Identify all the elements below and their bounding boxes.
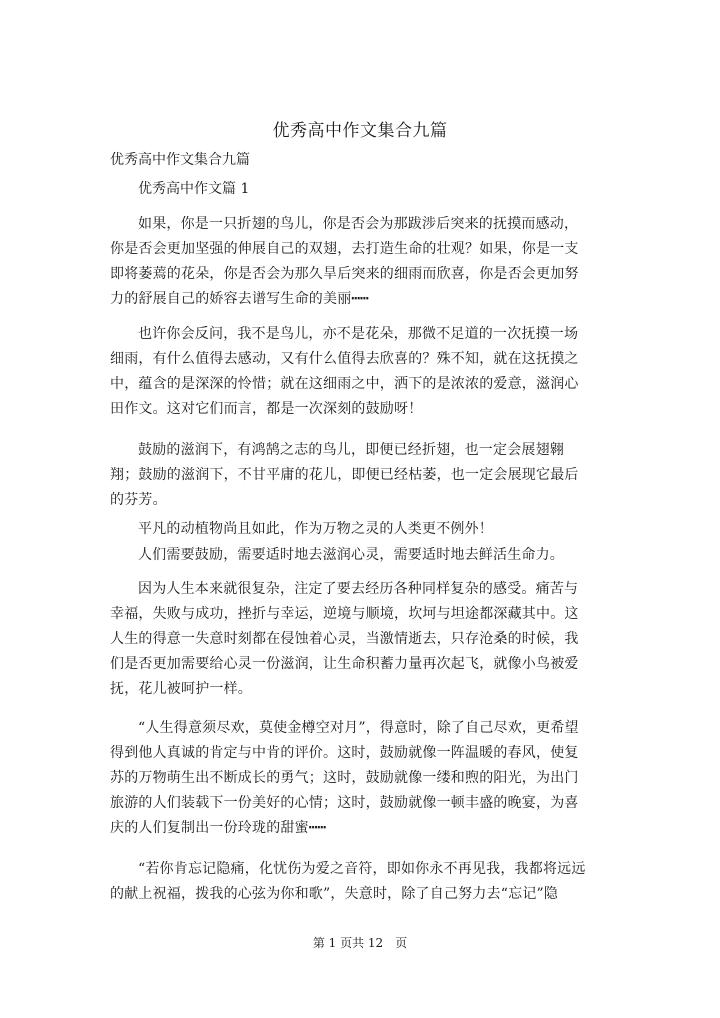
paragraph-3: 鼓励的滋润下，有鸿鹄之志的鸟儿，即便已经折翅，也一定会展翅翱翔；鼓励的滋润下，不甘平庸的花儿，即便已经枯萎，也一定会展现它最后的芬芳。 — [110, 442, 579, 508]
paragraph-6: 因为人生本来就很复杂，注定了要去经历各种同样复杂的感受。痛苦与幸福，失败与成功，挫折与幸运，逆境与顺境，坎坷与坦途都深藏其中。这人生的得意一失意时刻都在侵蚀着心灵，当激情逝去，只存沧桑的时候，我们是否更加需要给心灵一份滋润，让生命积蓄力量再次起飞，就像小鸟被爱抚，花儿被呵护一样。 — [110, 581, 579, 697]
document-title: 优秀高中作文集合九篇 — [272, 121, 448, 141]
paragraph-7: “人生得意须尽欢，莫使金樽空对月”，得意时，除了自己尽欢，更希望得到他人真诚的肯定与中肯的评价。这时，鼓励就像一阵温暖的春风，使复苏的万物萌生出不断成长的勇气；这时，鼓励就像一缕和煦的阳光，为出门旅游的人们装载下一份美好的心情；这时，鼓励就像一顿丰盛的晚宴，为喜庆的人们复制出一份玲珑的甜蜜┅┅ — [110, 720, 579, 836]
paragraph-4: 平凡的动植物尚且如此，作为万物之灵的人类更不例外！ — [138, 521, 493, 537]
paragraph-2: 也许你会反问，我不是鸟儿，亦不是花朵，那微不足道的一次抚摸一场细雨，有什么值得去感动，又有什么值得去欣喜的？殊不知，就在这抚摸之中，蕴含的是深深的怜惜；就在这细雨之中，洒下的是浓浓的爱意，滋润心田作文。这对它们而言，都是一次深刻的鼓励呀！ — [110, 326, 579, 417]
section-heading: 优秀高中作文篇 1 — [138, 181, 250, 197]
paragraph-1: 如果，你是一只折翅的鸟儿，你是否会为那跋涉后突来的抚摸而感动，你是否会更加坚强的伸展自己的双翅，去打造生命的壮观？如果，你是一支即将萎蔫的花朵，你是否会为那久旱后突来的细雨而欣喜，你是否会更加努力的舒展自己的娇容去谱写生命的美丽┅┅ — [110, 216, 579, 307]
document-subtitle: 优秀高中作文集合九篇 — [110, 152, 250, 168]
paragraph-8: “若你肯忘记隐痛，化忧伤为爱之音符，即如你永不再见我，我都将远远的献上祝福，拨我的心弦为你和歌”，失意时，除了自己努力去“忘记”隐 — [110, 861, 586, 902]
paragraph-5: 人们需要鼓励，需要适时地去滋润心灵，需要适时地去鲜活生命力。 — [138, 547, 564, 563]
page-footer: 第 1 页共 12 页 — [312, 936, 408, 950]
